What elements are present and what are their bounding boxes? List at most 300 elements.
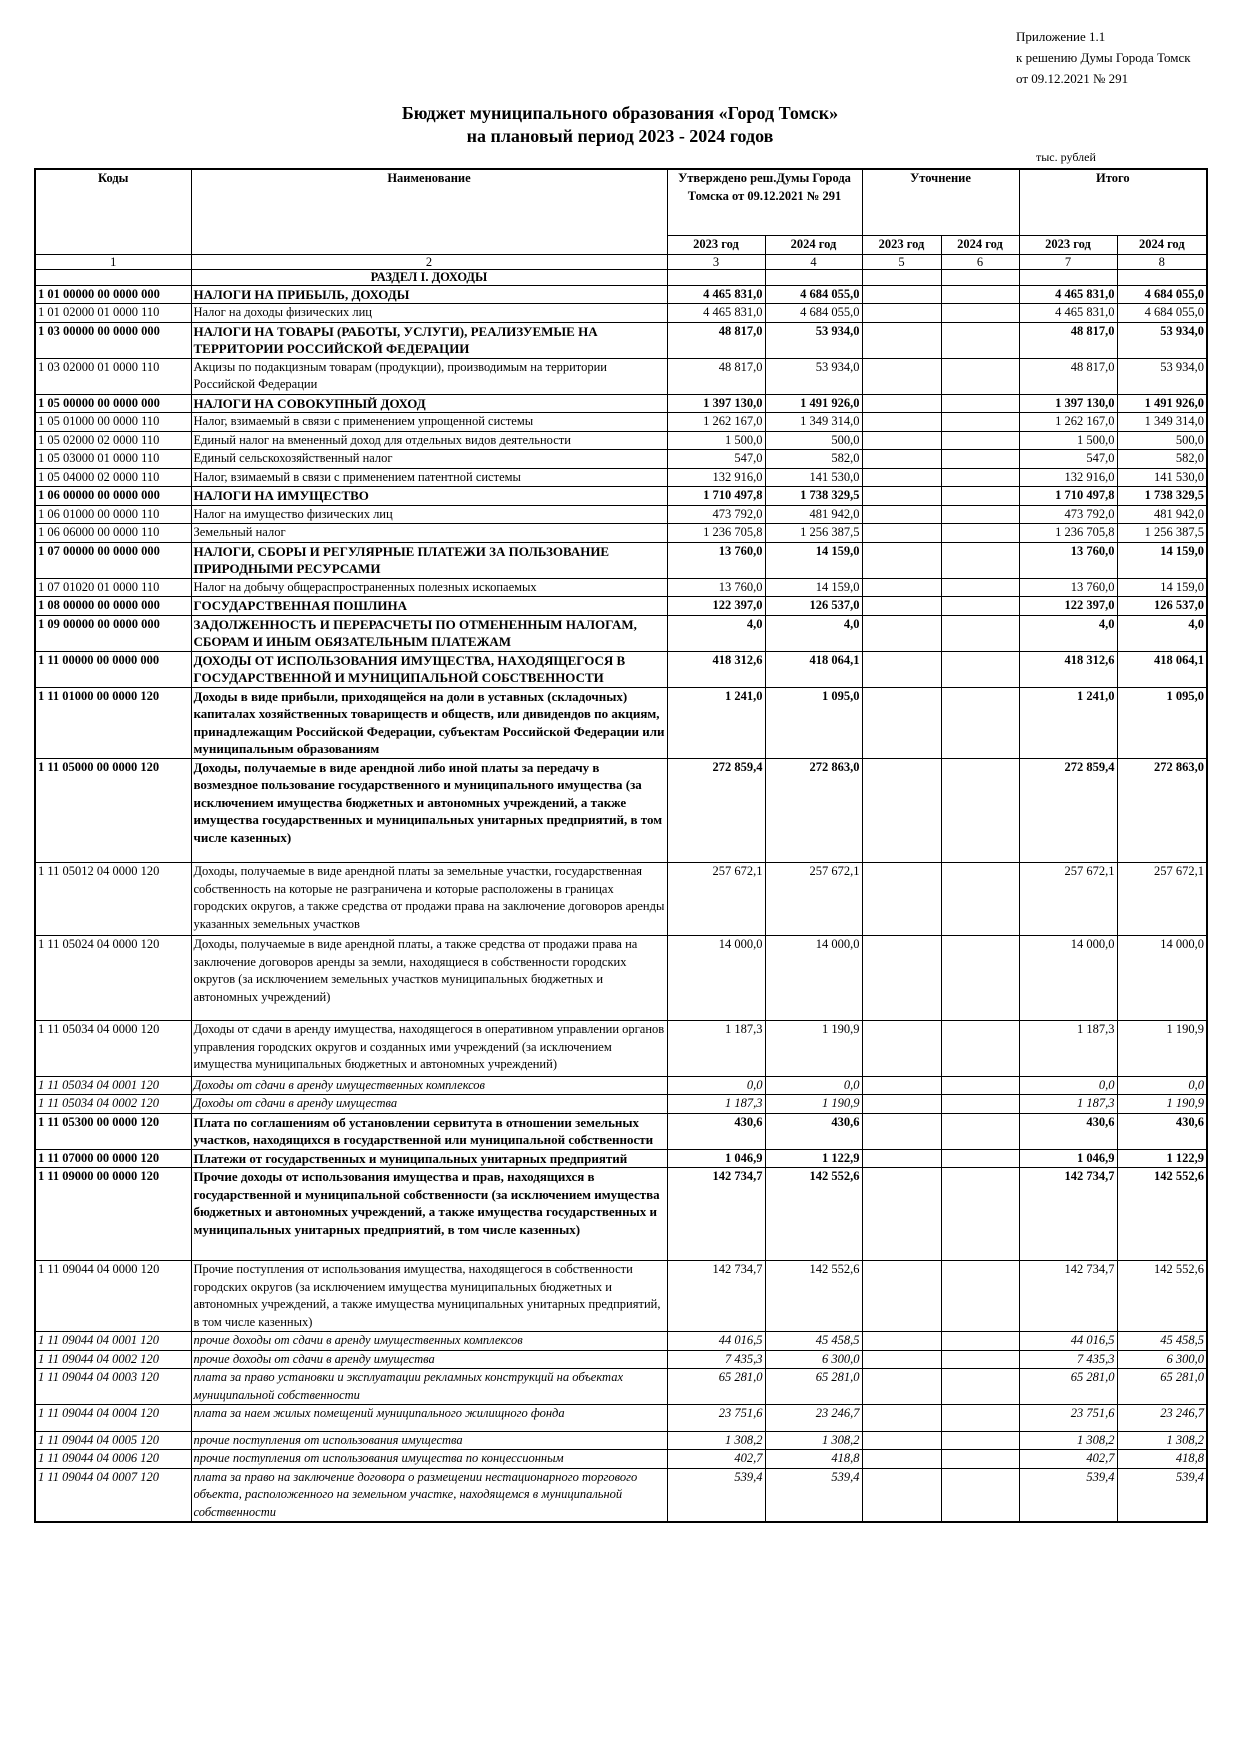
approved-2023: 4 465 831,0 [667, 285, 765, 304]
total-2023: 142 734,7 [1019, 1261, 1117, 1332]
row-name: ГОСУДАРСТВЕННАЯ ПОШЛИНА [191, 597, 667, 616]
clarification-2024 [941, 394, 1019, 413]
total-2024: 4 684 055,0 [1117, 304, 1207, 323]
total-2024: 126 537,0 [1117, 597, 1207, 616]
row-code: 1 11 05000 00 0000 120 [35, 758, 191, 863]
row-name: ЗАДОЛЖЕННОСТЬ И ПЕРЕРАСЧЕТЫ ПО ОТМЕНЕННЫМ НАЛОГАМ, СБОРАМ И ИНЫМ ОБЯЗАТЕЛЬНЫМ ПЛАТЕЖАМ [191, 615, 667, 651]
approved-2024: 53 934,0 [765, 322, 862, 358]
row-name: Налог, взимаемый в связи с применением упрощенной системы [191, 413, 667, 432]
title-line: на плановый период 2023 - 2024 годов [466, 126, 774, 146]
row-name: прочие поступления от использования имущества по концессионным [191, 1450, 667, 1469]
table-row [35, 505, 1207, 524]
table-row [35, 936, 1207, 1021]
total-2023: 122 397,0 [1019, 597, 1117, 616]
approved-2023: 1 710 497,8 [667, 487, 765, 506]
clarification-2023 [862, 687, 941, 758]
clarification-2023 [862, 578, 941, 597]
column-number: 8 [1117, 254, 1207, 269]
row-code: 1 11 05034 04 0000 120 [35, 1021, 191, 1077]
total-2023: 13 760,0 [1019, 542, 1117, 578]
row-name: НАЛОГИ НА СОВОКУПНЫЙ ДОХОД [191, 394, 667, 413]
row-code: 1 03 00000 00 0000 000 [35, 322, 191, 358]
row-name: прочие доходы от сдачи в аренду имущественных комплексов [191, 1332, 667, 1351]
row-name: Доходы, получаемые в виде арендной платы, а также средства от продажи права на заключение договоров аренды за земли, находящиеся в собственности городских округов (за исключением земельных участков муниципальных бюджетных и автономных учреждений) [191, 936, 667, 1021]
clarification-2024 [941, 597, 1019, 616]
approved-2023: 418 312,6 [667, 651, 765, 687]
table-row [35, 1076, 1207, 1095]
row-code: 1 06 01000 00 0000 110 [35, 505, 191, 524]
row-code: 1 11 01000 00 0000 120 [35, 687, 191, 758]
row-code: 1 09 00000 00 0000 000 [35, 615, 191, 651]
row-name: Земельный налог [191, 524, 667, 543]
total-2024: 481 942,0 [1117, 505, 1207, 524]
header-total: Итого [1019, 169, 1207, 235]
total-2023: 1 187,3 [1019, 1095, 1117, 1114]
row-name: Доходы в виде прибыли, приходящейся на доли в уставных (складочных) капиталах хозяйственных товариществ и обществ, или дивидендов по акциям, принадлежащим Российской Федерации, субъектам Российской Федерации или муниципальным образованиям [191, 687, 667, 758]
clarification-2023 [862, 524, 941, 543]
clarification-2024 [941, 615, 1019, 651]
table-row [35, 1369, 1207, 1405]
header-year: 2024 год [941, 235, 1019, 254]
total-2024: 1 738 329,5 [1117, 487, 1207, 506]
total-2024: 500,0 [1117, 431, 1207, 450]
table-row [35, 1168, 1207, 1261]
clarification-2023 [862, 413, 941, 432]
total-2024: 6 300,0 [1117, 1350, 1207, 1369]
clarification-2024 [941, 1021, 1019, 1077]
clarification-2024 [941, 524, 1019, 543]
clarification-2024 [941, 1350, 1019, 1369]
row-code: 1 07 01020 01 0000 110 [35, 578, 191, 597]
clarification-2024 [941, 1405, 1019, 1432]
total-2024: 1 190,9 [1117, 1095, 1207, 1114]
clarification-2023 [862, 358, 941, 394]
table-row [35, 1350, 1207, 1369]
row-name: Акцизы по подакцизным товарам (продукции), производимым на территории Российской Федерации [191, 358, 667, 394]
total-2024: 1 491 926,0 [1117, 394, 1207, 413]
clarification-2023 [862, 487, 941, 506]
clarification-2023 [862, 542, 941, 578]
approved-2024: 23 246,7 [765, 1405, 862, 1432]
approved-2024: 142 552,6 [765, 1168, 862, 1261]
approved-2023: 65 281,0 [667, 1369, 765, 1405]
table-row [35, 758, 1207, 863]
row-code: 1 11 05024 04 0000 120 [35, 936, 191, 1021]
clarification-2024 [941, 1076, 1019, 1095]
clarification-2024 [941, 468, 1019, 487]
budget-table [34, 168, 1208, 1523]
total-2024: 142 552,6 [1117, 1261, 1207, 1332]
clarification-2024 [941, 285, 1019, 304]
total-2024: 1 256 387,5 [1117, 524, 1207, 543]
approved-2023: 122 397,0 [667, 597, 765, 616]
clarification-2024 [941, 687, 1019, 758]
row-name: НАЛОГИ НА ИМУЩЕСТВО [191, 487, 667, 506]
clarification-2024 [941, 1095, 1019, 1114]
total-2023: 4 465 831,0 [1019, 304, 1117, 323]
approved-2024: 142 552,6 [765, 1261, 862, 1332]
table-row [35, 1431, 1207, 1450]
approved-2024: 0,0 [765, 1076, 862, 1095]
total-2023: 272 859,4 [1019, 758, 1117, 863]
row-name: Прочие доходы от использования имущества и прав, находящихся в государственной и муниципальной собственности (за исключением имущества бюджетных и автономных учреждений, а также имущества государственных и муниципальных унитарных предприятий, в том числе казенных) [191, 1168, 667, 1261]
total-2024: 1 190,9 [1117, 1021, 1207, 1077]
clarification-2024 [941, 358, 1019, 394]
column-number: 2 [191, 254, 667, 269]
clarification-2024 [941, 758, 1019, 863]
column-number: 5 [862, 254, 941, 269]
total-2023: 4 465 831,0 [1019, 285, 1117, 304]
table-row [35, 304, 1207, 323]
approved-2023: 48 817,0 [667, 358, 765, 394]
total-2023: 0,0 [1019, 1076, 1117, 1095]
column-number: 6 [941, 254, 1019, 269]
total-2024: 53 934,0 [1117, 322, 1207, 358]
row-code: 1 05 04000 02 0000 110 [35, 468, 191, 487]
total-2023: 1 308,2 [1019, 1431, 1117, 1450]
approved-2023: 257 672,1 [667, 863, 765, 936]
row-code: 1 11 09000 00 0000 120 [35, 1168, 191, 1261]
total-2024: 539,4 [1117, 1468, 1207, 1522]
clarification-2024 [941, 487, 1019, 506]
clarification-2023 [862, 758, 941, 863]
appendix-line: Приложение 1.1 [1016, 29, 1106, 44]
approved-2024: 53 934,0 [765, 358, 862, 394]
table-row [35, 1405, 1207, 1432]
row-code: 1 11 05012 04 0000 120 [35, 863, 191, 936]
clarification-2023 [862, 1076, 941, 1095]
clarification-2024 [941, 450, 1019, 469]
appendix-note [1016, 26, 1191, 89]
total-2024: 4,0 [1117, 615, 1207, 651]
approved-2023: 430,6 [667, 1113, 765, 1149]
clarification-2024 [941, 1149, 1019, 1168]
header-year: 2024 год [1117, 235, 1207, 254]
approved-2024: 582,0 [765, 450, 862, 469]
table-row [35, 597, 1207, 616]
clarification-2024 [941, 863, 1019, 936]
total-2023: 1 046,9 [1019, 1149, 1117, 1168]
total-2024: 45 458,5 [1117, 1332, 1207, 1351]
clarification-2024 [941, 1369, 1019, 1405]
header-year: 2023 год [667, 235, 765, 254]
row-code: 1 11 05034 04 0001 120 [35, 1076, 191, 1095]
approved-2023: 142 734,7 [667, 1168, 765, 1261]
total-2024: 1 349 314,0 [1117, 413, 1207, 432]
total-2024: 23 246,7 [1117, 1405, 1207, 1432]
total-2024: 142 552,6 [1117, 1168, 1207, 1261]
row-code: 1 11 09044 04 0000 120 [35, 1261, 191, 1332]
table-row [35, 487, 1207, 506]
approved-2023: 7 435,3 [667, 1350, 765, 1369]
clarification-2024 [941, 1113, 1019, 1149]
approved-2024: 272 863,0 [765, 758, 862, 863]
total-2023: 7 435,3 [1019, 1350, 1117, 1369]
table-row [35, 1332, 1207, 1351]
table-row [35, 450, 1207, 469]
total-2023: 1 710 497,8 [1019, 487, 1117, 506]
total-2023: 257 672,1 [1019, 863, 1117, 936]
total-2023: 1 236 705,8 [1019, 524, 1117, 543]
total-2023: 132 916,0 [1019, 468, 1117, 487]
clarification-2024 [941, 542, 1019, 578]
row-code: 1 11 05034 04 0002 120 [35, 1095, 191, 1114]
approved-2023: 473 792,0 [667, 505, 765, 524]
approved-2023: 4 465 831,0 [667, 304, 765, 323]
table-row [35, 1261, 1207, 1332]
row-code: 1 11 09044 04 0003 120 [35, 1369, 191, 1405]
approved-2023: 1 187,3 [667, 1021, 765, 1077]
total-2023: 473 792,0 [1019, 505, 1117, 524]
approved-2023: 132 916,0 [667, 468, 765, 487]
total-2023: 1 187,3 [1019, 1021, 1117, 1077]
total-2024: 582,0 [1117, 450, 1207, 469]
clarification-2024 [941, 1332, 1019, 1351]
approved-2024: 141 530,0 [765, 468, 862, 487]
total-2024: 4 684 055,0 [1117, 285, 1207, 304]
total-2023: 13 760,0 [1019, 578, 1117, 597]
table-row [35, 687, 1207, 758]
budget-rows [35, 285, 1207, 1522]
clarification-2023 [862, 1369, 941, 1405]
approved-2024: 1 190,9 [765, 1095, 862, 1114]
approved-2023: 0,0 [667, 1076, 765, 1095]
document-title [0, 102, 1240, 148]
clarification-2023 [862, 615, 941, 651]
clarification-2023 [862, 304, 941, 323]
total-2023: 65 281,0 [1019, 1369, 1117, 1405]
approved-2024: 45 458,5 [765, 1332, 862, 1351]
clarification-2024 [941, 578, 1019, 597]
approved-2024: 4 684 055,0 [765, 285, 862, 304]
approved-2024: 1 491 926,0 [765, 394, 862, 413]
clarification-2023 [862, 936, 941, 1021]
clarification-2023 [862, 394, 941, 413]
row-name: ДОХОДЫ ОТ ИСПОЛЬЗОВАНИЯ ИМУЩЕСТВА, НАХОДЯЩЕГОСЯ В ГОСУДАРСТВЕННОЙ И МУНИЦИПАЛЬНОЙ СОБСТВЕННОСТИ [191, 651, 667, 687]
row-name: НАЛОГИ НА ТОВАРЫ (РАБОТЫ, УСЛУГИ), РЕАЛИЗУЕМЫЕ НА ТЕРРИТОРИИ РОССИЙСКОЙ ФЕДЕРАЦИИ [191, 322, 667, 358]
row-code: 1 11 00000 00 0000 000 [35, 651, 191, 687]
row-name: Платежи от государственных и муниципальных унитарных предприятий [191, 1149, 667, 1168]
clarification-2023 [862, 1332, 941, 1351]
row-name: НАЛОГИ НА ПРИБЫЛЬ, ДОХОДЫ [191, 285, 667, 304]
approved-2023: 539,4 [667, 1468, 765, 1522]
approved-2023: 1 187,3 [667, 1095, 765, 1114]
row-code: 1 06 06000 00 0000 110 [35, 524, 191, 543]
total-2024: 1 095,0 [1117, 687, 1207, 758]
approved-2023: 44 016,5 [667, 1332, 765, 1351]
total-2024: 430,6 [1117, 1113, 1207, 1149]
approved-2024: 257 672,1 [765, 863, 862, 936]
total-2023: 1 397 130,0 [1019, 394, 1117, 413]
clarification-2024 [941, 322, 1019, 358]
approved-2024: 1 308,2 [765, 1431, 862, 1450]
header-name: Наименование [191, 169, 667, 254]
table-row [35, 468, 1207, 487]
approved-2023: 48 817,0 [667, 322, 765, 358]
total-2023: 430,6 [1019, 1113, 1117, 1149]
appendix-line: от 09.12.2021 № 291 [1016, 71, 1129, 86]
total-2024: 14 159,0 [1117, 578, 1207, 597]
appendix-line: к решению Думы Города Томск [1016, 50, 1191, 65]
approved-2024: 14 000,0 [765, 936, 862, 1021]
column-number: 4 [765, 254, 862, 269]
row-code: 1 11 09044 04 0002 120 [35, 1350, 191, 1369]
row-name: плата за наем жилых помещений муниципального жилищного фонда [191, 1405, 667, 1432]
clarification-2023 [862, 1468, 941, 1522]
total-2024: 53 934,0 [1117, 358, 1207, 394]
row-code: 1 07 00000 00 0000 000 [35, 542, 191, 578]
approved-2024: 1 122,9 [765, 1149, 862, 1168]
approved-2024: 65 281,0 [765, 1369, 862, 1405]
clarification-2023 [862, 1113, 941, 1149]
clarification-2023 [862, 468, 941, 487]
row-code: 1 05 02000 02 0000 110 [35, 431, 191, 450]
approved-2024: 481 942,0 [765, 505, 862, 524]
approved-2024: 1 095,0 [765, 687, 862, 758]
row-name: прочие поступления от использования имущества [191, 1431, 667, 1450]
total-2024: 14 159,0 [1117, 542, 1207, 578]
title-line: Бюджет муниципального образования «Город Томск» [401, 103, 839, 123]
section-title: РАЗДЕЛ I. ДОХОДЫ [191, 269, 667, 285]
clarification-2024 [941, 1261, 1019, 1332]
row-name: Налог на добычу общераспространенных полезных ископаемых [191, 578, 667, 597]
table-row [35, 322, 1207, 358]
clarification-2024 [941, 936, 1019, 1021]
total-2023: 1 262 167,0 [1019, 413, 1117, 432]
table-row [35, 524, 1207, 543]
approved-2023: 13 760,0 [667, 578, 765, 597]
clarification-2023 [862, 431, 941, 450]
clarification-2023 [862, 1405, 941, 1432]
clarification-2023 [862, 1149, 941, 1168]
row-code: 1 05 00000 00 0000 000 [35, 394, 191, 413]
clarification-2023 [862, 1021, 941, 1077]
approved-2024: 500,0 [765, 431, 862, 450]
clarification-2024 [941, 1468, 1019, 1522]
row-name: Налог, взимаемый в связи с применением патентной системы [191, 468, 667, 487]
row-name: плата за право на заключение договора о размещении нестационарного торгового объекта, расположенного на земельном участке, находящемся в муниципальной собственности [191, 1468, 667, 1522]
total-2023: 142 734,7 [1019, 1168, 1117, 1261]
clarification-2023 [862, 1450, 941, 1469]
clarification-2023 [862, 1095, 941, 1114]
approved-2023: 402,7 [667, 1450, 765, 1469]
clarification-2023 [862, 863, 941, 936]
row-code: 1 11 09044 04 0001 120 [35, 1332, 191, 1351]
table-row [35, 542, 1207, 578]
row-name: Доходы от сдачи в аренду имущества [191, 1095, 667, 1114]
row-code: 1 06 00000 00 0000 000 [35, 487, 191, 506]
table-row [35, 285, 1207, 304]
total-2023: 539,4 [1019, 1468, 1117, 1522]
clarification-2023 [862, 505, 941, 524]
approved-2024: 418 064,1 [765, 651, 862, 687]
column-number: 7 [1019, 254, 1117, 269]
header-year: 2024 год [765, 235, 862, 254]
approved-2024: 430,6 [765, 1113, 862, 1149]
row-name: Прочие поступления от использования имущества, находящегося в собственности городских округов (за исключением имущества муниципальных бюджетных и автономных учреждений, а также имущества муниципальных унитарных предприятий, в том числе казенных) [191, 1261, 667, 1332]
total-2023: 14 000,0 [1019, 936, 1117, 1021]
approved-2023: 547,0 [667, 450, 765, 469]
row-name: Плата по соглашениям об установлении сервитута в отношении земельных участков, находящихся в государственной или муниципальной собственности [191, 1113, 667, 1149]
total-2024: 141 530,0 [1117, 468, 1207, 487]
approved-2023: 1 046,9 [667, 1149, 765, 1168]
row-name: Доходы от сдачи в аренду имущества, находящегося в оперативном управлении органов управления городских округов и созданных ими учреждений (за исключением имущества муниципальных бюджетных и автономных учреждений) [191, 1021, 667, 1077]
header-year: 2023 год [862, 235, 941, 254]
table-row [35, 863, 1207, 936]
clarification-2024 [941, 505, 1019, 524]
total-2023: 44 016,5 [1019, 1332, 1117, 1351]
approved-2024: 4,0 [765, 615, 862, 651]
row-name: Налог на доходы физических лиц [191, 304, 667, 323]
total-2024: 14 000,0 [1117, 936, 1207, 1021]
units-label: тыс. рублей [1036, 150, 1096, 164]
header-approved: Утверждено реш.Думы Города Томска от 09.12.2021 № 291 [667, 169, 862, 235]
column-number: 1 [35, 254, 191, 269]
row-code: 1 11 05300 00 0000 120 [35, 1113, 191, 1149]
total-2023: 48 817,0 [1019, 322, 1117, 358]
total-2023: 418 312,6 [1019, 651, 1117, 687]
clarification-2024 [941, 413, 1019, 432]
total-2023: 1 241,0 [1019, 687, 1117, 758]
table-row [35, 394, 1207, 413]
row-code: 1 11 09044 04 0006 120 [35, 1450, 191, 1469]
total-2023: 402,7 [1019, 1450, 1117, 1469]
approved-2023: 142 734,7 [667, 1261, 765, 1332]
total-2024: 257 672,1 [1117, 863, 1207, 936]
total-2023: 4,0 [1019, 615, 1117, 651]
table-row [35, 1095, 1207, 1114]
row-code: 1 08 00000 00 0000 000 [35, 597, 191, 616]
row-name: Налог на имущество физических лиц [191, 505, 667, 524]
approved-2023: 1 397 130,0 [667, 394, 765, 413]
row-name: Единый сельскохозяйственный налог [191, 450, 667, 469]
clarification-2024 [941, 1450, 1019, 1469]
row-code: 1 05 01000 00 0000 110 [35, 413, 191, 432]
clarification-2023 [862, 1261, 941, 1332]
approved-2024: 1 190,9 [765, 1021, 862, 1077]
approved-2024: 4 684 055,0 [765, 304, 862, 323]
approved-2023: 1 262 167,0 [667, 413, 765, 432]
table-row [35, 651, 1207, 687]
approved-2024: 539,4 [765, 1468, 862, 1522]
total-2023: 23 751,6 [1019, 1405, 1117, 1432]
clarification-2023 [862, 651, 941, 687]
row-code: 1 05 03000 01 0000 110 [35, 450, 191, 469]
approved-2023: 1 500,0 [667, 431, 765, 450]
clarification-2024 [941, 304, 1019, 323]
column-number: 3 [667, 254, 765, 269]
row-name: Доходы от сдачи в аренду имущественных комплексов [191, 1076, 667, 1095]
total-2024: 1 308,2 [1117, 1431, 1207, 1450]
total-2024: 418,8 [1117, 1450, 1207, 1469]
clarification-2024 [941, 1168, 1019, 1261]
clarification-2023 [862, 450, 941, 469]
row-code: 1 03 02000 01 0000 110 [35, 358, 191, 394]
approved-2024: 126 537,0 [765, 597, 862, 616]
table-row [35, 1021, 1207, 1077]
section-blank [35, 269, 191, 285]
row-code: 1 11 07000 00 0000 120 [35, 1149, 191, 1168]
clarification-2023 [862, 1350, 941, 1369]
approved-2024: 418,8 [765, 1450, 862, 1469]
total-2024: 1 122,9 [1117, 1149, 1207, 1168]
row-code: 1 01 00000 00 0000 000 [35, 285, 191, 304]
approved-2024: 6 300,0 [765, 1350, 862, 1369]
clarification-2023 [862, 322, 941, 358]
row-code: 1 01 02000 01 0000 110 [35, 304, 191, 323]
approved-2024: 1 256 387,5 [765, 524, 862, 543]
approved-2023: 23 751,6 [667, 1405, 765, 1432]
